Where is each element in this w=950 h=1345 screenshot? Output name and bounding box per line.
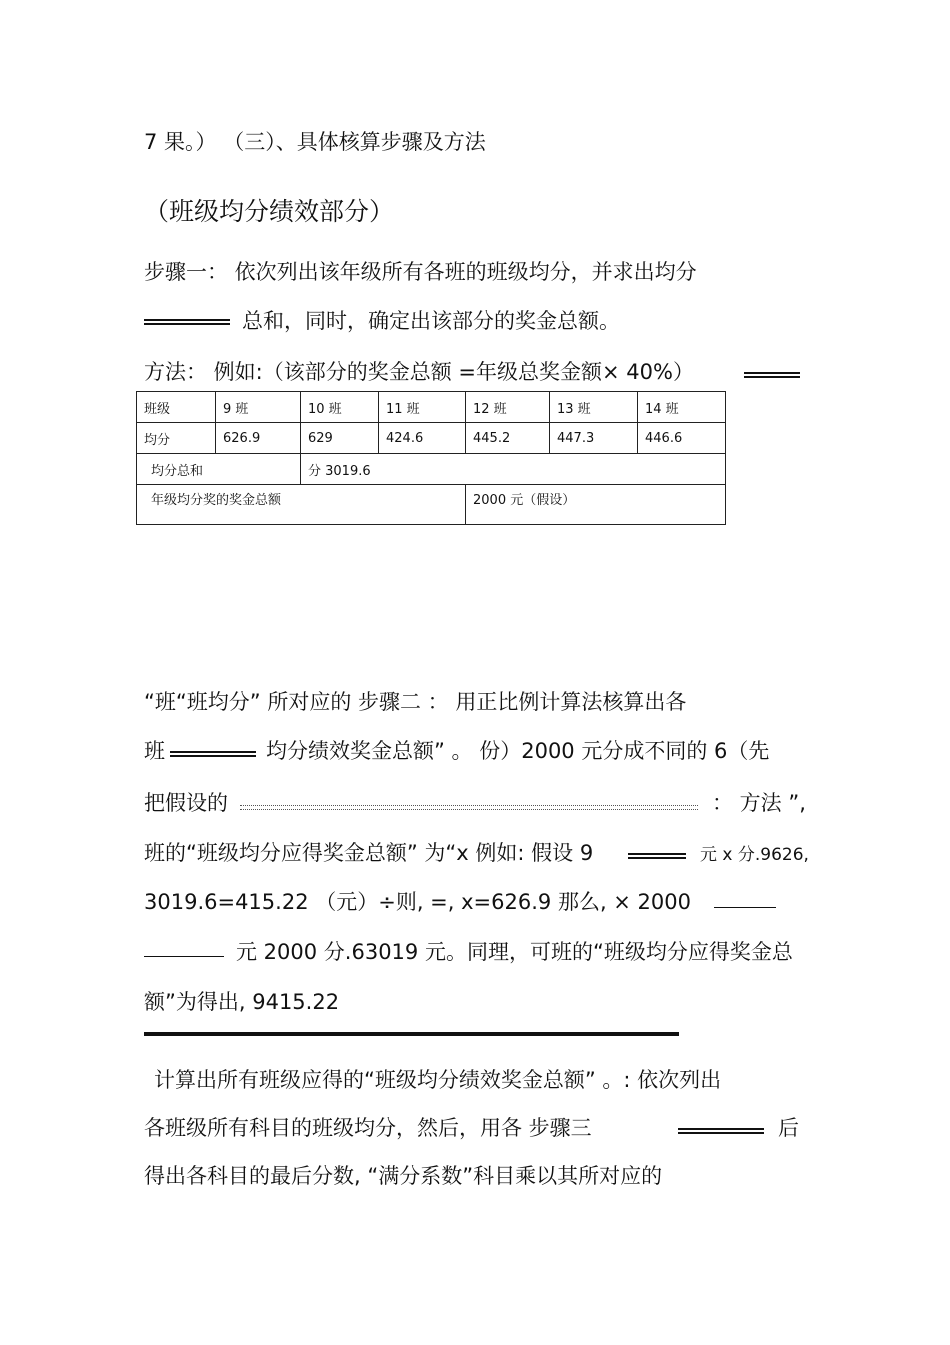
text-line-q2b: 后 — [778, 1116, 799, 1140]
table-row — [137, 423, 726, 454]
table-cell: 分 3019.6 — [301, 454, 726, 485]
text-line-p3b: ： 方法 ”, — [712, 791, 806, 815]
blank-rule-2 — [144, 956, 224, 957]
table-row — [137, 392, 726, 423]
table-cell: 12 班 — [466, 392, 550, 423]
table-cell: 2000 元（假设） — [466, 485, 726, 525]
text-line-p7: 额”为得出, 9415.22 — [144, 990, 340, 1014]
blank-underline-4 — [628, 853, 686, 859]
table-cell: 447.3 — [550, 423, 638, 454]
blank-underline-3 — [170, 751, 256, 757]
text-line-q1: 计算出所有班级应得的“班级均分绩效奖金总额” 。: 依次列出 — [154, 1068, 722, 1092]
text-line-1: 7 果。） （三）、具体核算步骤及方法 — [144, 130, 486, 154]
table-cell: 629 — [301, 423, 379, 454]
blank-underline-1 — [144, 319, 230, 325]
table-cell: 445.2 — [466, 423, 550, 454]
table-cell: 10 班 — [301, 392, 379, 423]
table-cell: 14 班 — [638, 392, 726, 423]
table-cell: 626.9 — [216, 423, 301, 454]
text-line-q2a: 各班级所有科目的班级均分，然后，用各 步骤三 — [144, 1116, 592, 1140]
table-cell: 11 班 — [379, 392, 466, 423]
text-line-p3a: 把假设的 — [144, 791, 228, 815]
text-line-q3: 得出各科目的最后分数, “满分系数”科目乘以其所对应的 — [144, 1164, 663, 1188]
class-average-table — [136, 391, 726, 525]
table-cell: 均分 — [137, 423, 216, 454]
section-heading: （班级均分绩效部分） — [144, 197, 395, 226]
text-line-5: 方法： 例如:（该部分的奖金总额 =年级总奖金额× 40%） — [144, 360, 694, 384]
text-line-p4b: 元 x 分.9626, — [700, 845, 809, 865]
text-line-p2b: 均分绩效奖金总额” 。 份）2000 元分成不同的 6（先 — [266, 739, 770, 763]
table-cell: 446.6 — [638, 423, 726, 454]
table-cell: 9 班 — [216, 392, 301, 423]
text-line-p2a: 班 — [144, 739, 165, 763]
text-line-p4a: 班的“班级均分应得奖金总额” 为“x 例如: 假设 9 — [144, 841, 594, 865]
blank-underline-2 — [744, 372, 800, 378]
table-cell: 均分总和 — [137, 454, 301, 485]
text-line-p1: “班“班均分” 所对应的 步骤二 ： 用正比例计算法核算出各 — [144, 690, 687, 714]
text-line-3: 步骤一： 依次列出该年级所有各班的班级均分，并求出均分 — [144, 260, 697, 284]
text-line-p6a: 元 2000 分.63019 元。同理，可班的“班级均分应得奖金总 — [236, 940, 793, 964]
table-cell: 424.6 — [379, 423, 466, 454]
table-row — [137, 454, 726, 485]
table-row — [137, 485, 726, 525]
table-cell: 年级均分奖的奖金总额 — [137, 485, 466, 525]
table-cell: 13 班 — [550, 392, 638, 423]
blank-underline-5 — [678, 1128, 764, 1134]
text-line-4: 总和，同时，确定出该部分的奖金总额。 — [242, 309, 620, 333]
blank-dotted-line — [240, 805, 698, 810]
thick-divider — [144, 1032, 679, 1036]
blank-rule-1 — [714, 907, 776, 908]
text-line-p5: 3019.6=415.22 （元）÷则, =, x=626.9 那么, × 2000 — [144, 890, 692, 914]
table-cell: 班级 — [137, 392, 216, 423]
